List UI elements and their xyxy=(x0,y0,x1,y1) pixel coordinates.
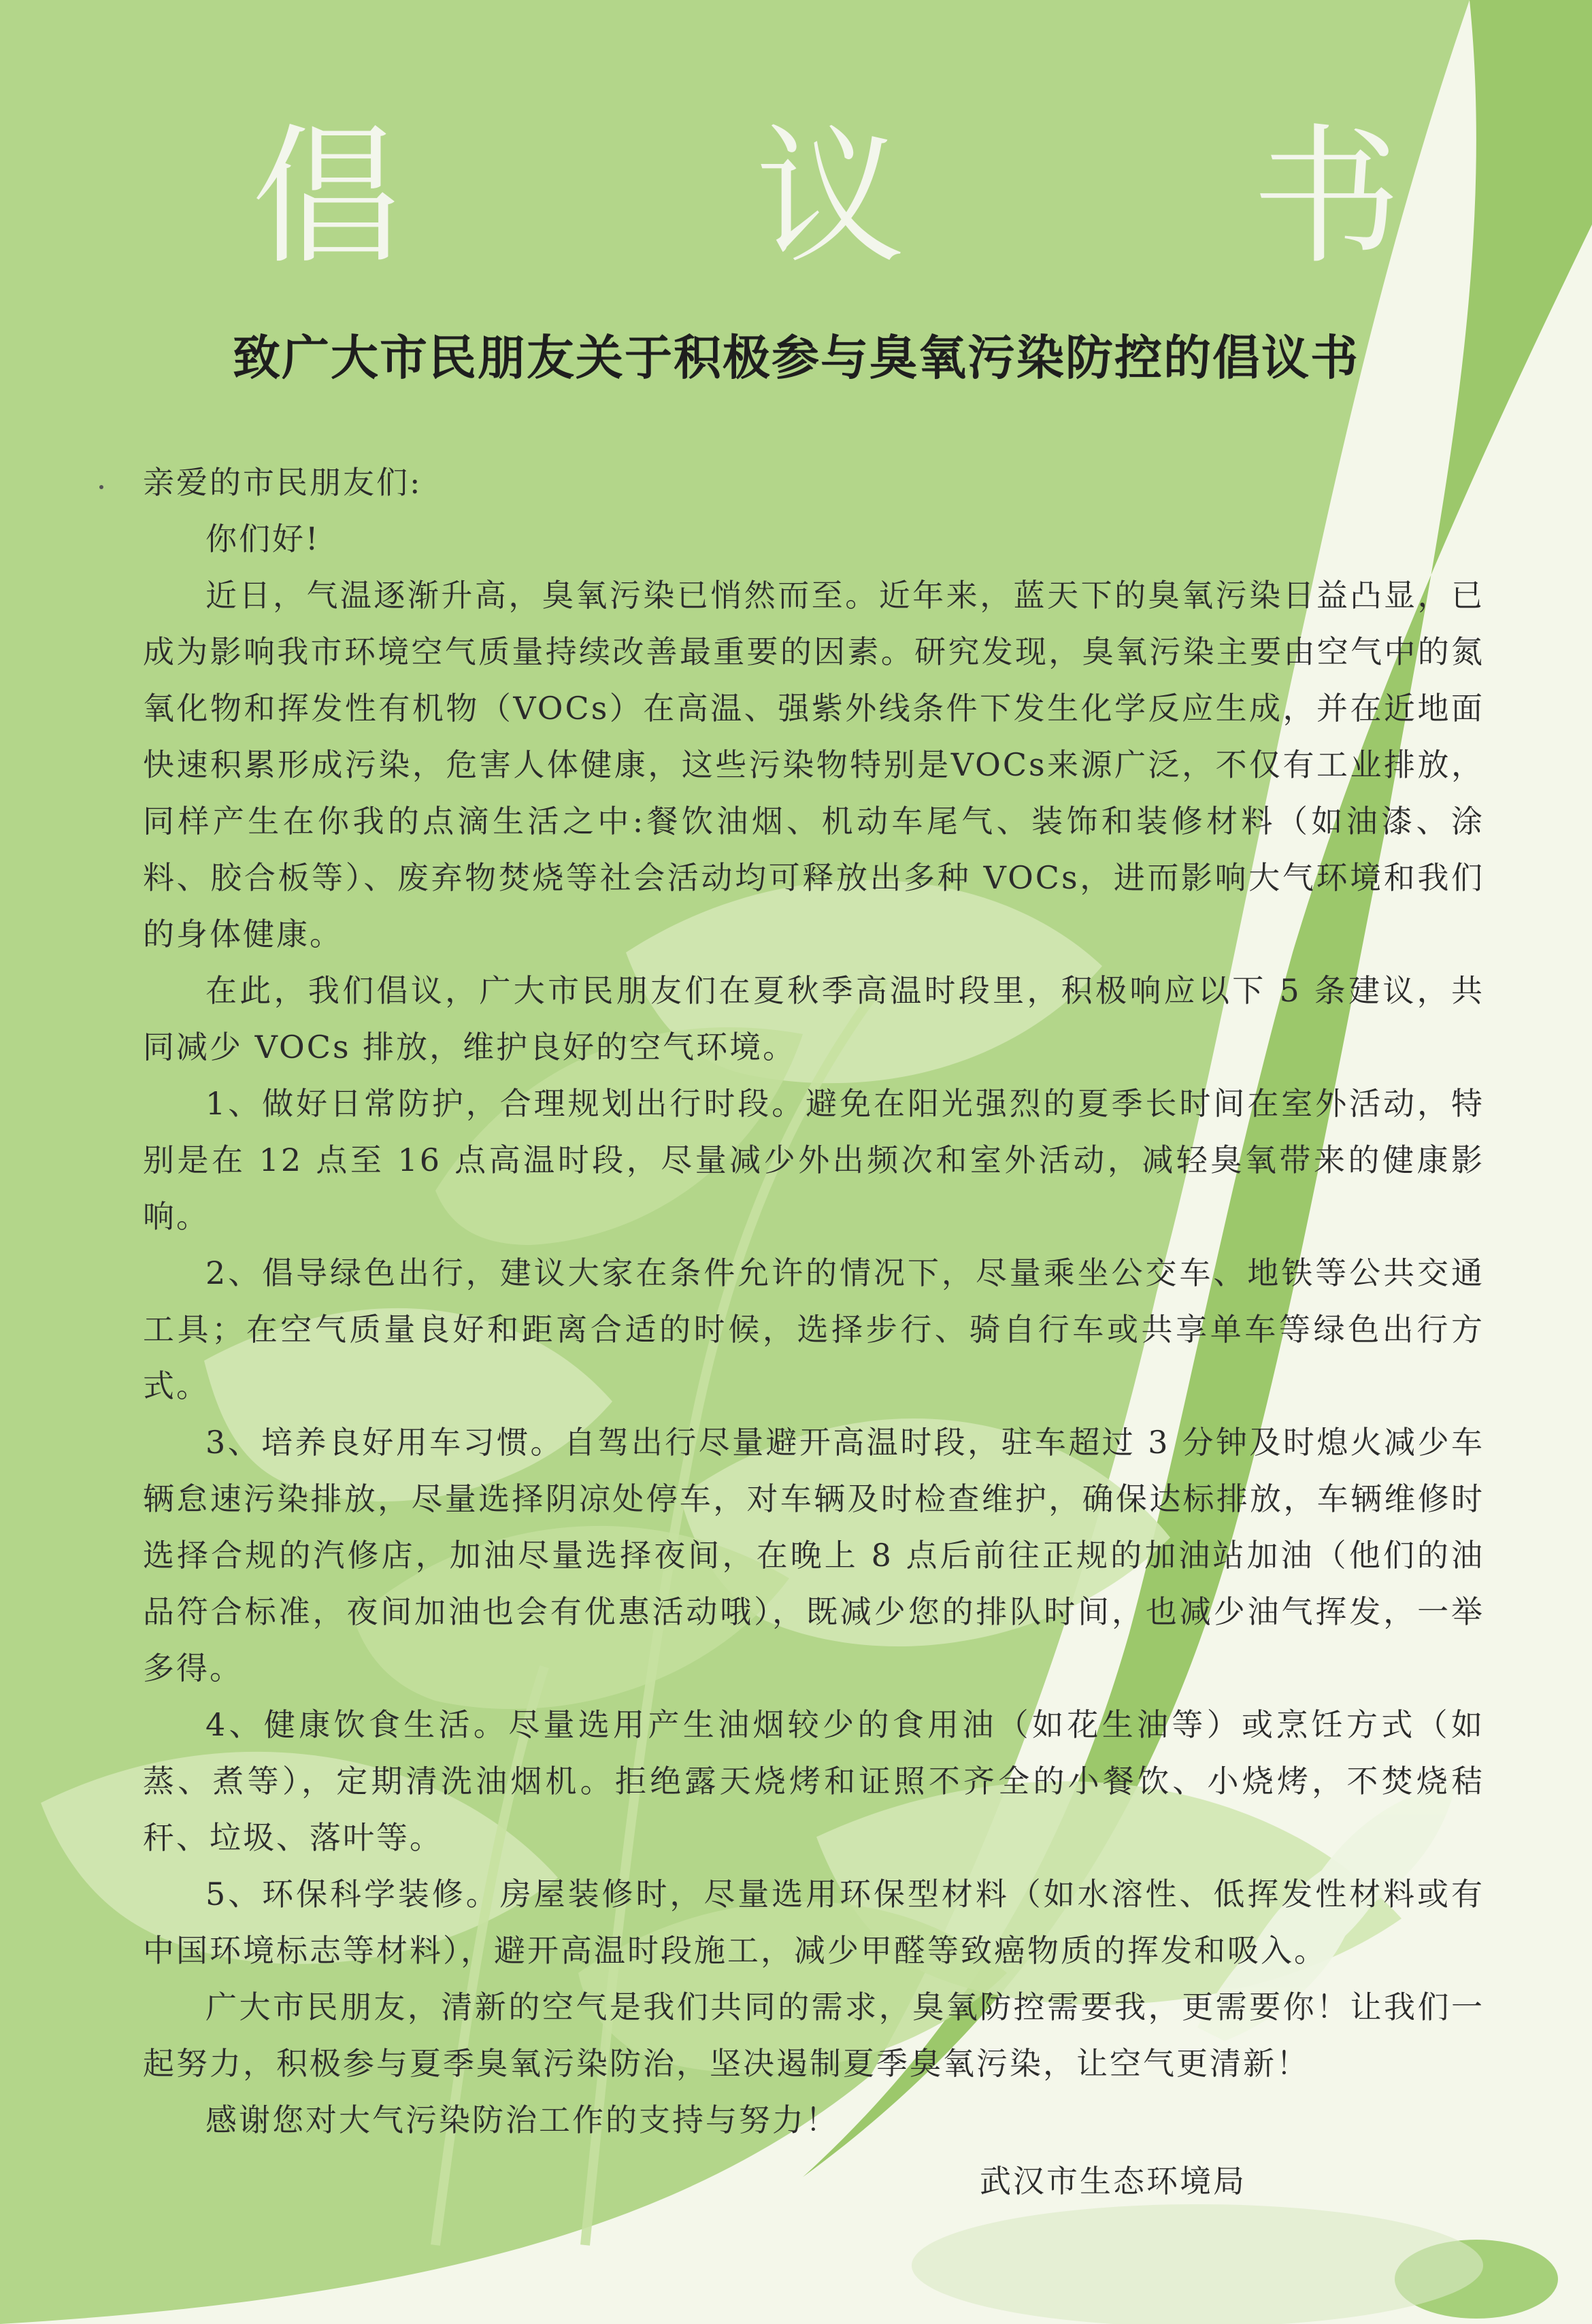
green-ellipse-shape xyxy=(912,2204,1483,2324)
paragraph-item-5: 5、环保科学装修。房屋装修时，尽量选用环保型材料（如水溶性、低挥发性材料或有中国环境标志等材料），避开高温时段施工，减少甲醛等致癌物质的挥发和吸入。 xyxy=(143,1876,1485,1969)
paragraph-greeting: 你们好! xyxy=(205,520,320,557)
paragraph-item-2: 2、倡导绿色出行，建议大家在条件允许的情况下，尽量乘坐公交车、地铁等公共交通工具；在空气质量良好和距离合适的时候，选择步行、骑自行车或共享单车等绿色出行方式。 xyxy=(143,1255,1485,1404)
paragraph-thanks: 感谢您对大气污染防治工作的支持与努力！ xyxy=(205,2102,839,2138)
paragraph-item-4: 4、健康饮食生活。尽量选用产生油烟较少的食用油（如花生油等）或烹饪方式（如蒸、煮等），定期清洗油烟机。拒绝露天烧烤和证照不齐全的小餐饮、小烧烤，不焚烧秸秆、垃圾、落叶等。 xyxy=(143,1706,1485,1856)
header-title-char: 议 xyxy=(755,110,906,284)
document-subtitle: 致广大市民朋友关于积极参与臭氧污染防控的倡议书 xyxy=(233,329,1359,386)
paragraph-call-to-action: 广大市民朋友，清新的空气是我们共同的需求，臭氧防控需要我，更需要你！让我们一起努力，积极参与夏季臭氧污染防治，坚决遏制夏季臭氧污染，让空气更清新！ xyxy=(143,1989,1485,2082)
header-title-char: 倡 xyxy=(252,110,402,284)
salutation: 亲爱的市民朋友们: xyxy=(143,464,422,501)
paragraph-item-3: 3、培养良好用车习惯。自驾出行尽量避开高温时段，驻车超过 3 分钟及时熄火减少车辆怠速污染排放，尽量选择阴凉处停车，对车辆及时检查维护，确保达标排放，车辆维修时选择合规的汽修店，加油尽量选择夜间，在晚上 8 点后前往正规的加油站加油（他们的油品符合标准，夜间加油也会有优惠活动哦），既减少您的排队时间，也减少油气挥发，一举多得。 xyxy=(143,1424,1485,1687)
letter-body xyxy=(143,454,1485,2148)
signature-organization: 武汉市生态环境局 xyxy=(980,2163,1246,2200)
header-title xyxy=(0,109,1592,286)
bullet-dot xyxy=(99,485,103,489)
paragraph-intro: 近日，气温逐渐升高，臭氧污染已悄然而至。近年来，蓝天下的臭氧污染日益凸显，已成为影响我市环境空气质量持续改善最重要的因素。研究发现，臭氧污染主要由空气中的氮氧化物和挥发性有机物（VOCs）在高温、强紫外线条件下发生化学反应生成，并在近地面快速积累形成污染，危害人体健康，这些污染物特别是VOCs来源广泛，不仅有工业排放，同样产生在你我的点滴生活之中:餐饮油烟、机动车尾气、装饰和装修材料（如油漆、涂料、胶合板等）、废弃物焚烧等社会活动均可释放出多种 VOCs，进而影响大气环境和我们的身体健康。 xyxy=(143,577,1485,952)
paragraph-item-1: 1、做好日常防护，合理规划出行时段。避免在阳光强烈的夏季长时间在室外活动，特别是在 12 点至 16 点高温时段，尽量减少外出频次和室外活动，减轻臭氧带来的健康影响。 xyxy=(143,1085,1485,1235)
paragraph-proposal: 在此，我们倡议，广大市民朋友们在夏秋季高温时段里，积极响应以下 5 条建议，共同减少 VOCs 排放，维护良好的空气环境。 xyxy=(143,972,1485,1065)
header-title-char: 书 xyxy=(1252,110,1402,284)
